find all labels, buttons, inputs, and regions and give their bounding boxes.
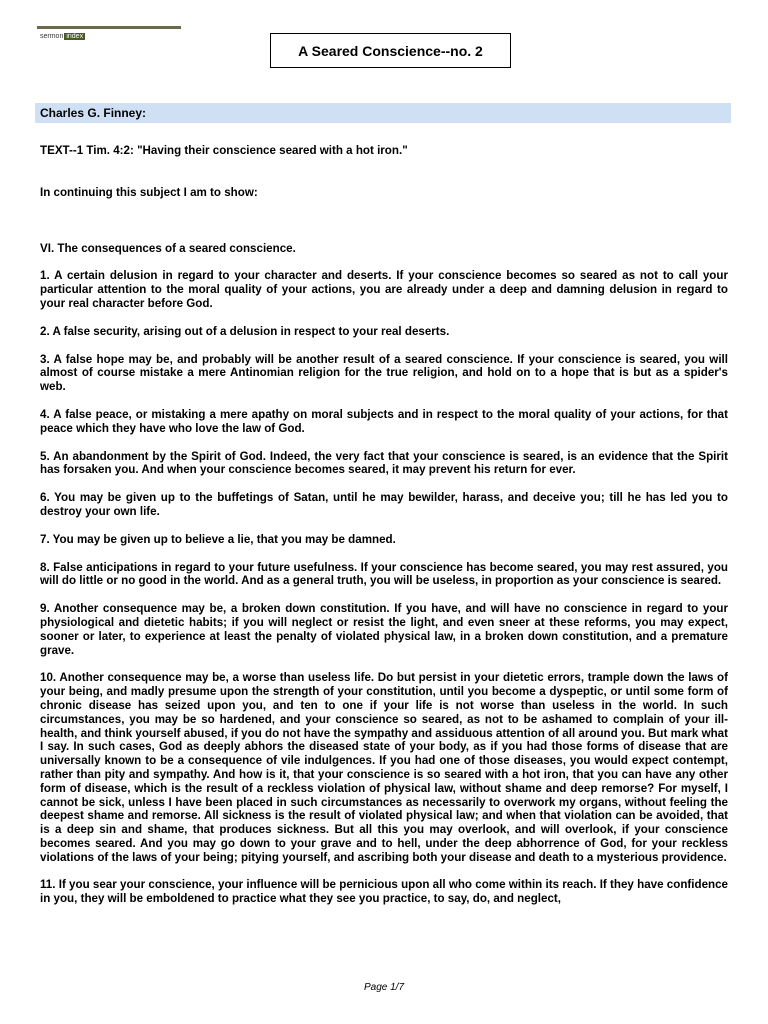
- site-logo[interactable]: [37, 26, 181, 44]
- logo-bar: [37, 26, 181, 29]
- paragraph-8: 8. False anticipations in regard to your future usefulness. If your conscience has become seared, you may rest assured, you will do little or no good in the world. And as a general truth, you will be useless, in proportion as your conscience is seared.: [40, 560, 728, 588]
- page-title: A Seared Conscience--no. 2: [270, 33, 511, 68]
- text-reference: TEXT--1 Tim. 4:2: "Having their conscience seared with a hot iron.": [40, 144, 408, 157]
- paragraph-5: 5. An abandonment by the Spirit of God. Indeed, the very fact that your conscience is seared, is an evidence that the Spirit has forsaken you. And when your conscience becomes seared, it may prevent his return for ever.: [40, 449, 728, 477]
- paragraph-4: 4. A false peace, or mistaking a mere apathy on moral subjects and in respect to the moral quality of your actions, for that peace which they have who love the law of God.: [40, 407, 728, 435]
- paragraph-6: 6. You may be given up to the buffetings of Satan, until he may bewilder, harass, and deceive you; till he has led you to destroy your own life.: [40, 491, 728, 518]
- paragraph-9: 9. Another consequence may be, a broken down constitution. If you have, and will have no conscience in regard to your physiological and dietetic habits; if you will neglect or resist the light, and even sneer at these reforms, you may expect, sooner or later, to experience at least the penalty of violated physical law, in a broken down constitution, and a premature grave.: [40, 602, 728, 657]
- section-heading: VI. The consequences of a seared conscience.: [40, 241, 296, 255]
- logo-text: sermon index: [40, 33, 84, 40]
- paragraph-7: 7. You may be given up to believe a lie, that you may be damned.: [40, 532, 396, 546]
- paragraph-1: 1. A certain delusion in regard to your character and deserts. If your conscience becomes so seared as not to call your particular attention to the moral quality of your actions, you are already under a deep and damning delusion in regard to your real character before God.: [40, 269, 728, 310]
- author-bar: Charles G. Finney:: [35, 103, 731, 123]
- intro-line: In continuing this subject I am to show:: [40, 185, 258, 199]
- paragraph-11: 11. If you sear your conscience, your influence will be pernicious upon all who come within its reach. If they have confidence in you, they will be emboldened to practice what they see you practice, to say, do, and neglect,: [40, 878, 728, 906]
- paragraph-2: 2. A false security, arising out of a delusion in respect to your real deserts.: [40, 324, 450, 338]
- document-body: [40, 144, 728, 906]
- paragraph-10: 10. Another consequence may be, a worse than useless life. Do but persist in your dietetic errors, trample down the laws of your being, and madly presume upon the strength of your constitution, until you become a dyspeptic, or until some form of chronic disease has seized upon you, and ten to one if your life is not worse than useless in the world. In such circumstances, you may be so hardened, and your conscience so seared, as not to be ashamed to complain of your ill-health, and think yourself abused, if you do not have the sympathy and assiduous attention of all around you. But mark what I say. In such cases, God as deeply abhors the diseased state of your body, as if you had those forms of disease that are universally known to be a consequence of vile indulgences. If you had one of those diseases, you would expect contempt, rather than pity and sympathy. And how is it, that your conscience is so seared with a hot iron, that you can have any other form of disease, which is the result of a reckless violation of physical law, without shame and deep remorse? For myself, I cannot be sick, unless I have been placed in such circumstances as necessarily to overwork my organs, without feeling the deepest shame and remorse. All sickness is the result of violated physical law; and when that violation can be avoided, that is a deep sin and shame, that produces sickness. But all this you may overlook, and will overlook, if your conscience becomes seared. And you may go down to your grave and to hell, under the deep abhorrence of God, for your reckless violations of the laws of your being; pitying yourself, and ascribing both your disease and death to a mysterious providence.: [40, 671, 728, 864]
- paragraph-3: 3. A false hope may be, and probably will be another result of a seared conscience. If your conscience is seared, you will almost of course mistake a mere Antinomian religion for the true religion, and hold on to a hope that is but as a spider's web.: [40, 352, 728, 394]
- page-number: Page 1/7: [363, 982, 405, 993]
